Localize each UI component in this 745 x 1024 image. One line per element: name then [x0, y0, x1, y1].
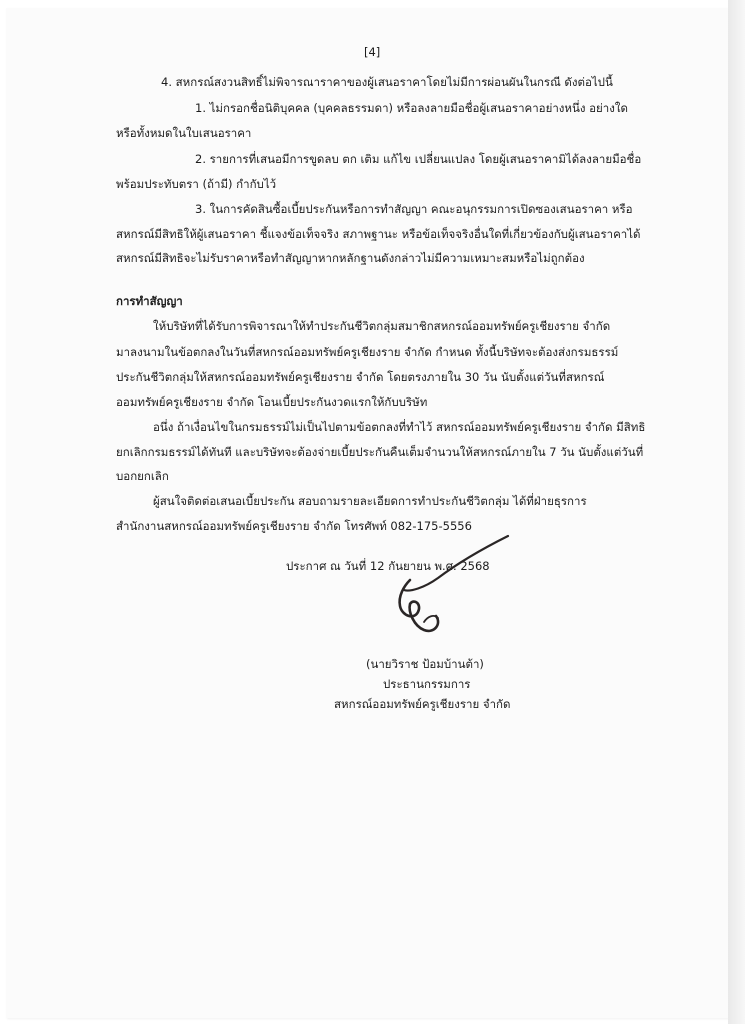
signatory-name: (นายวิราช ป้อมบ้านต้า)	[366, 657, 484, 671]
contract-p3-line1: ผู้สนใจติดต่อเสนอเบี้ยประกัน สอบถามรายละเอียดการทำประกันชีวิตกลุ่ม ได้ที่ฝ่ายธุรการ	[153, 494, 587, 508]
page-number: [4]	[364, 45, 381, 59]
section4-item2-line1: 2. รายการที่เสนอมีการขูดลบ ตก เติม แก้ไข เปลี่ยนแปลง โดยผู้เสนอราคามิได้ลงลายมือชื่อ	[195, 152, 642, 166]
contract-p1-line2: มาลงนามในข้อตกลงในวันที่สหกรณ์ออมทรัพย์ครูเชียงราย จำกัด กำหนด ทั้งนี้บริษัทจะต้องส่งกรมธรรม์	[116, 345, 619, 359]
section4-item1-line1: 1. ไม่กรอกชื่อนิติบุคคล (บุคคลธรรมดา) หรือลงลายมือชื่อผู้เสนอราคาอย่างหนึ่ง อย่างใด	[195, 101, 628, 115]
announcement-date: ประกาศ ณ วันที่ 12 กันยายน พ.ศ. 2568	[286, 559, 490, 573]
section4-heading: 4. สหกรณ์สงวนสิทธิ์ไม่พิจารณาราคาของผู้เสนอราคาโดยไม่มีการผ่อนผันในกรณี ดังต่อไปนี้	[161, 75, 613, 89]
contract-p2-line2: ยกเลิกกรมธรรม์ได้ทันที และบริษัทจะต้องจ่ายเบี้ยประกันคืนเต็มจำนวนให้สหกรณ์ภายใน 7 วัน นับตั้งแต่วันที่	[116, 445, 644, 459]
scan-edge	[728, 0, 745, 1024]
section4-item2-line2: พร้อมประทับตรา (ถ้ามี) กำกับไว้	[116, 177, 277, 191]
section4-item3-line3: สหกรณ์มีสิทธิจะไม่รับราคาหรือทำสัญญาหากหลักฐานดังกล่าวไม่มีความเหมาะสมหรือไม่ถูกต้อง	[116, 251, 585, 265]
contract-p1-line4: ออมทรัพย์ครูเชียงราย จำกัด โอนเบี้ยประกันงวดแรกให้กับบริษัท	[116, 395, 428, 409]
contract-p1-line1: ให้บริษัทที่ได้รับการพิจารณาให้ทำประกันชีวิตกลุ่มสมาชิกสหกรณ์ออมทรัพย์ครูเชียงราย จำกัด	[153, 319, 611, 333]
section4-item3-line1: 3. ในการคัดสินซื้อเบี้ยประกันหรือการทำสัญญา คณะอนุกรรมการเปิดซองเสนอราคา หรือ	[195, 202, 633, 216]
section4-item1-line2: หรือทั้งหมดในใบเสนอราคา	[116, 126, 252, 140]
signature-image	[380, 530, 510, 640]
section4-item3-line2: สหกรณ์มีสิทธิให้ผู้เสนอราคา ชี้แจงข้อเท็จจริง สภาพฐานะ หรือข้อเท็จจริงอื่นใดที่เกี่ยวข้องกับผู้เสนอราคาได้	[116, 227, 641, 241]
signatory-position: ประธานกรรมการ	[383, 677, 471, 691]
contract-p2-line1: อนึ่ง ถ้าเงื่อนไขในกรมธรรม์ไม่เป็นไปตามข้อตกลงที่ทำไว้ สหกรณ์ออมทรัพย์ครูเชียงราย จำกัด มีสิทธิ	[153, 420, 646, 434]
contract-heading: การทำสัญญา	[116, 294, 183, 308]
contract-p2-line3: บอกยกเลิก	[116, 469, 169, 483]
signatory-organization: สหกรณ์ออมทรัพย์ครูเชียงราย จำกัด	[334, 697, 511, 711]
contract-p3-line2: สำนักงานสหกรณ์ออมทรัพย์ครูเชียงราย จำกัด โทรศัพท์ 082-175-5556	[116, 519, 472, 533]
contract-p1-line3: ประกันชีวิตกลุ่มให้สหกรณ์ออมทรัพย์ครูเชียงราย จำกัด โดยตรงภายใน 30 วัน นับตั้งแต่วันที่สหกรณ์	[116, 370, 605, 384]
